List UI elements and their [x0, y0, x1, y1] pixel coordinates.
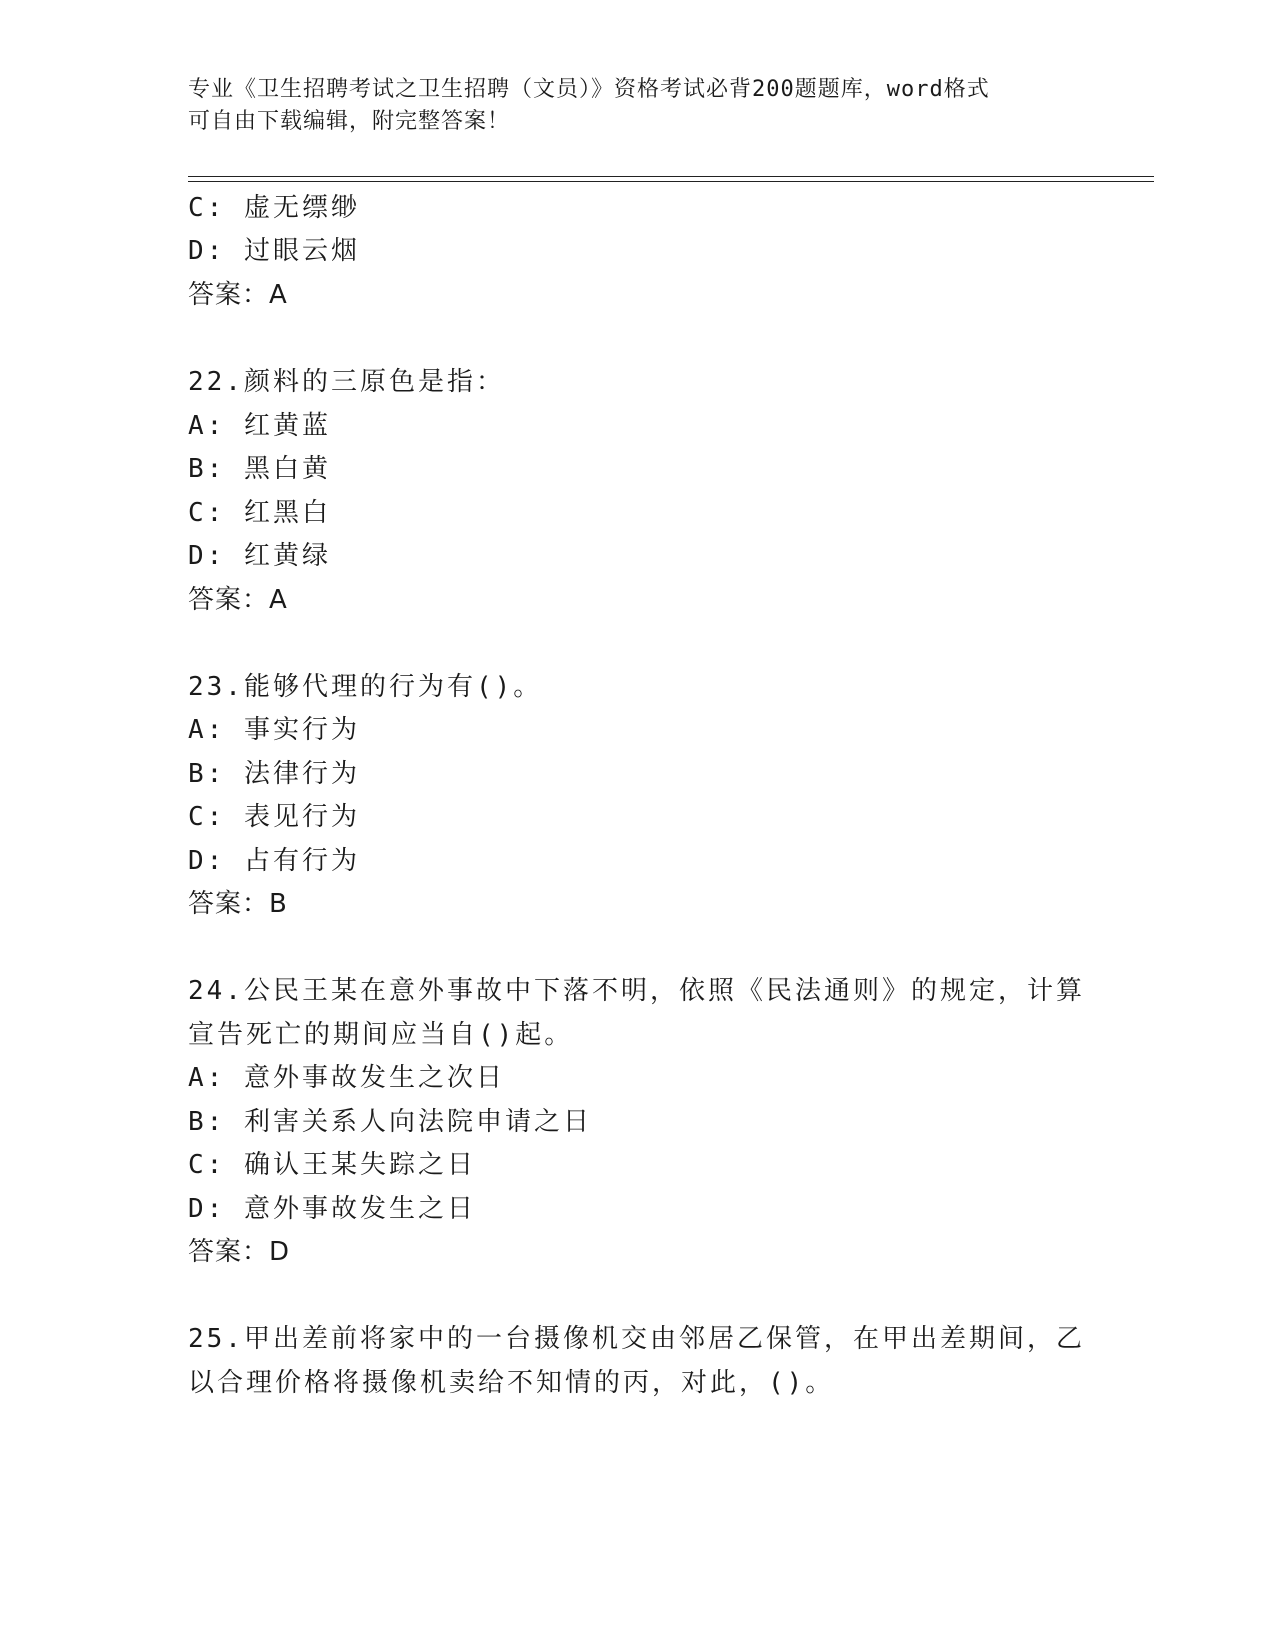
q21-option-c: C: 虚无缥缈 [188, 193, 360, 223]
q25-question-line-2: 以合理价格将摄像机卖给不知情的丙，对此，()。 [188, 1368, 835, 1398]
q24-question-line-1: 24.公民王某在意外事故中下落不明，依照《民法通则》的规定，计算 [188, 976, 1085, 1006]
q22-answer: 答案：A [188, 585, 288, 615]
header-line-1: 专业《卫生招聘考试之卫生招聘（文员）》资格考试必背200题题库，word格式 [188, 77, 990, 102]
header-line-2: 可自由下载编辑，附完整答案！ [188, 109, 511, 134]
q23-answer: 答案：B [188, 889, 288, 919]
q22-option-b: B: 黑白黄 [188, 454, 331, 484]
q23-option-b: B: 法律行为 [188, 759, 360, 789]
q25-question-line-1: 25.甲出差前将家中的一台摄像机交由邻居乙保管，在甲出差期间，乙 [188, 1324, 1085, 1354]
q23-option-d: D: 占有行为 [188, 846, 360, 876]
q21-answer: 答案：A [188, 280, 288, 310]
document-header [188, 74, 1088, 138]
q21-option-d: D: 过眼云烟 [188, 236, 360, 266]
q23-question: 23.能够代理的行为有()。 [188, 672, 543, 702]
q24-question-line-2: 宣告死亡的期间应当自()起。 [188, 1020, 574, 1050]
q24-option-d: D: 意外事故发生之日 [188, 1194, 476, 1224]
q23-option-c: C: 表见行为 [188, 802, 360, 832]
q22-question: 22.颜料的三原色是指： [188, 367, 505, 397]
q24-option-b: B: 利害关系人向法院申请之日 [188, 1107, 592, 1137]
q24-option-a: A: 意外事故发生之次日 [188, 1063, 505, 1093]
q24-answer: 答案：D [188, 1237, 291, 1267]
header-divider-bottom [188, 181, 1154, 182]
header-divider-top [188, 176, 1154, 177]
q22-option-c: C: 红黑白 [188, 498, 331, 528]
q24-option-c: C: 确认王某失踪之日 [188, 1150, 476, 1180]
q22-option-d: D: 红黄绿 [188, 541, 331, 571]
q22-option-a: A: 红黄蓝 [188, 411, 331, 441]
q23-option-a: A: 事实行为 [188, 715, 360, 745]
